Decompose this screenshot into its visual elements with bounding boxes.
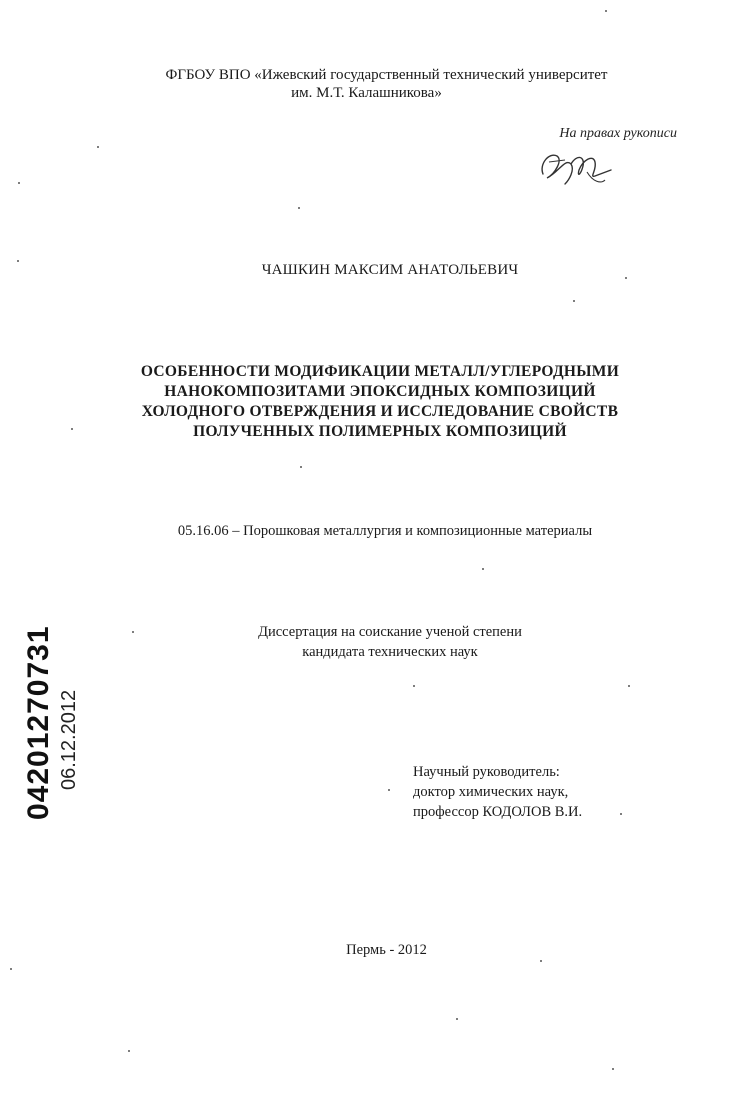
scan-speck <box>625 277 627 279</box>
scan-speck <box>97 146 99 148</box>
stamp-date: 06.12.2012 <box>58 689 80 790</box>
scan-speck <box>605 10 607 12</box>
scan-speck <box>620 813 622 815</box>
scan-speck <box>456 1018 458 1020</box>
scan-speck <box>612 1068 614 1070</box>
scan-speck <box>10 968 12 970</box>
institution-line-1: ФГБОУ ВПО «Ижевский государственный технический университет <box>165 67 608 83</box>
scan-speck <box>132 631 134 633</box>
manuscript-rights-note: На правах рукописи <box>559 126 677 141</box>
scan-speck <box>300 466 302 468</box>
degree-statement <box>0 622 733 662</box>
scan-speck <box>413 685 415 687</box>
scan-speck <box>18 182 20 184</box>
handwritten-signature <box>535 144 615 190</box>
title-line-4: ПОЛУЧЕННЫХ ПОЛИМЕРНЫХ КОМПОЗИЦИЙ <box>193 423 567 440</box>
library-stamp <box>0 0 90 1100</box>
scan-speck <box>388 789 390 791</box>
scan-speck <box>298 207 300 209</box>
scan-speck <box>17 260 19 262</box>
scan-speck <box>540 960 542 962</box>
title-line-2: НАНОКОМПОЗИТАМИ ЭПОКСИДНЫХ КОМПОЗИЦИЙ <box>164 383 596 400</box>
scan-speck <box>71 428 73 430</box>
degree-line-1: Диссертация на соискание ученой степени <box>258 624 522 640</box>
title-line-3: ХОЛОДНОГО ОТВЕРЖДЕНИЯ И ИССЛЕДОВАНИЕ СВОЙСТВ <box>141 403 619 420</box>
degree-line-2: кандидата технических наук <box>302 644 478 660</box>
scan-speck <box>482 568 484 570</box>
stamp-number: 04201270731 <box>22 625 55 820</box>
scan-speck <box>128 1050 130 1052</box>
specialty-code: 05.16.06 – Порошковая металлургия и композиционные материалы <box>177 523 593 539</box>
supervisor-label: Научный руководитель: <box>413 764 560 780</box>
supervisor-degree: доктор химических наук, <box>413 784 569 800</box>
supervisor-name: профессор КОДОЛОВ В.И. <box>413 804 583 820</box>
dissertation-title <box>0 362 733 442</box>
title-line-1: ОСОБЕННОСТИ МОДИФИКАЦИИ МЕТАЛЛ/УГЛЕРОДНЫМИ <box>140 363 620 380</box>
scan-speck <box>573 300 575 302</box>
scan-speck <box>628 685 630 687</box>
scientific-supervisor <box>413 762 582 822</box>
institution-line-2: им. М.Т. Калашникова» <box>291 85 442 101</box>
city-year: Пермь - 2012 <box>346 942 427 958</box>
author-name: ЧАШКИН МАКСИМ АНАТОЛЬЕВИЧ <box>261 262 519 278</box>
